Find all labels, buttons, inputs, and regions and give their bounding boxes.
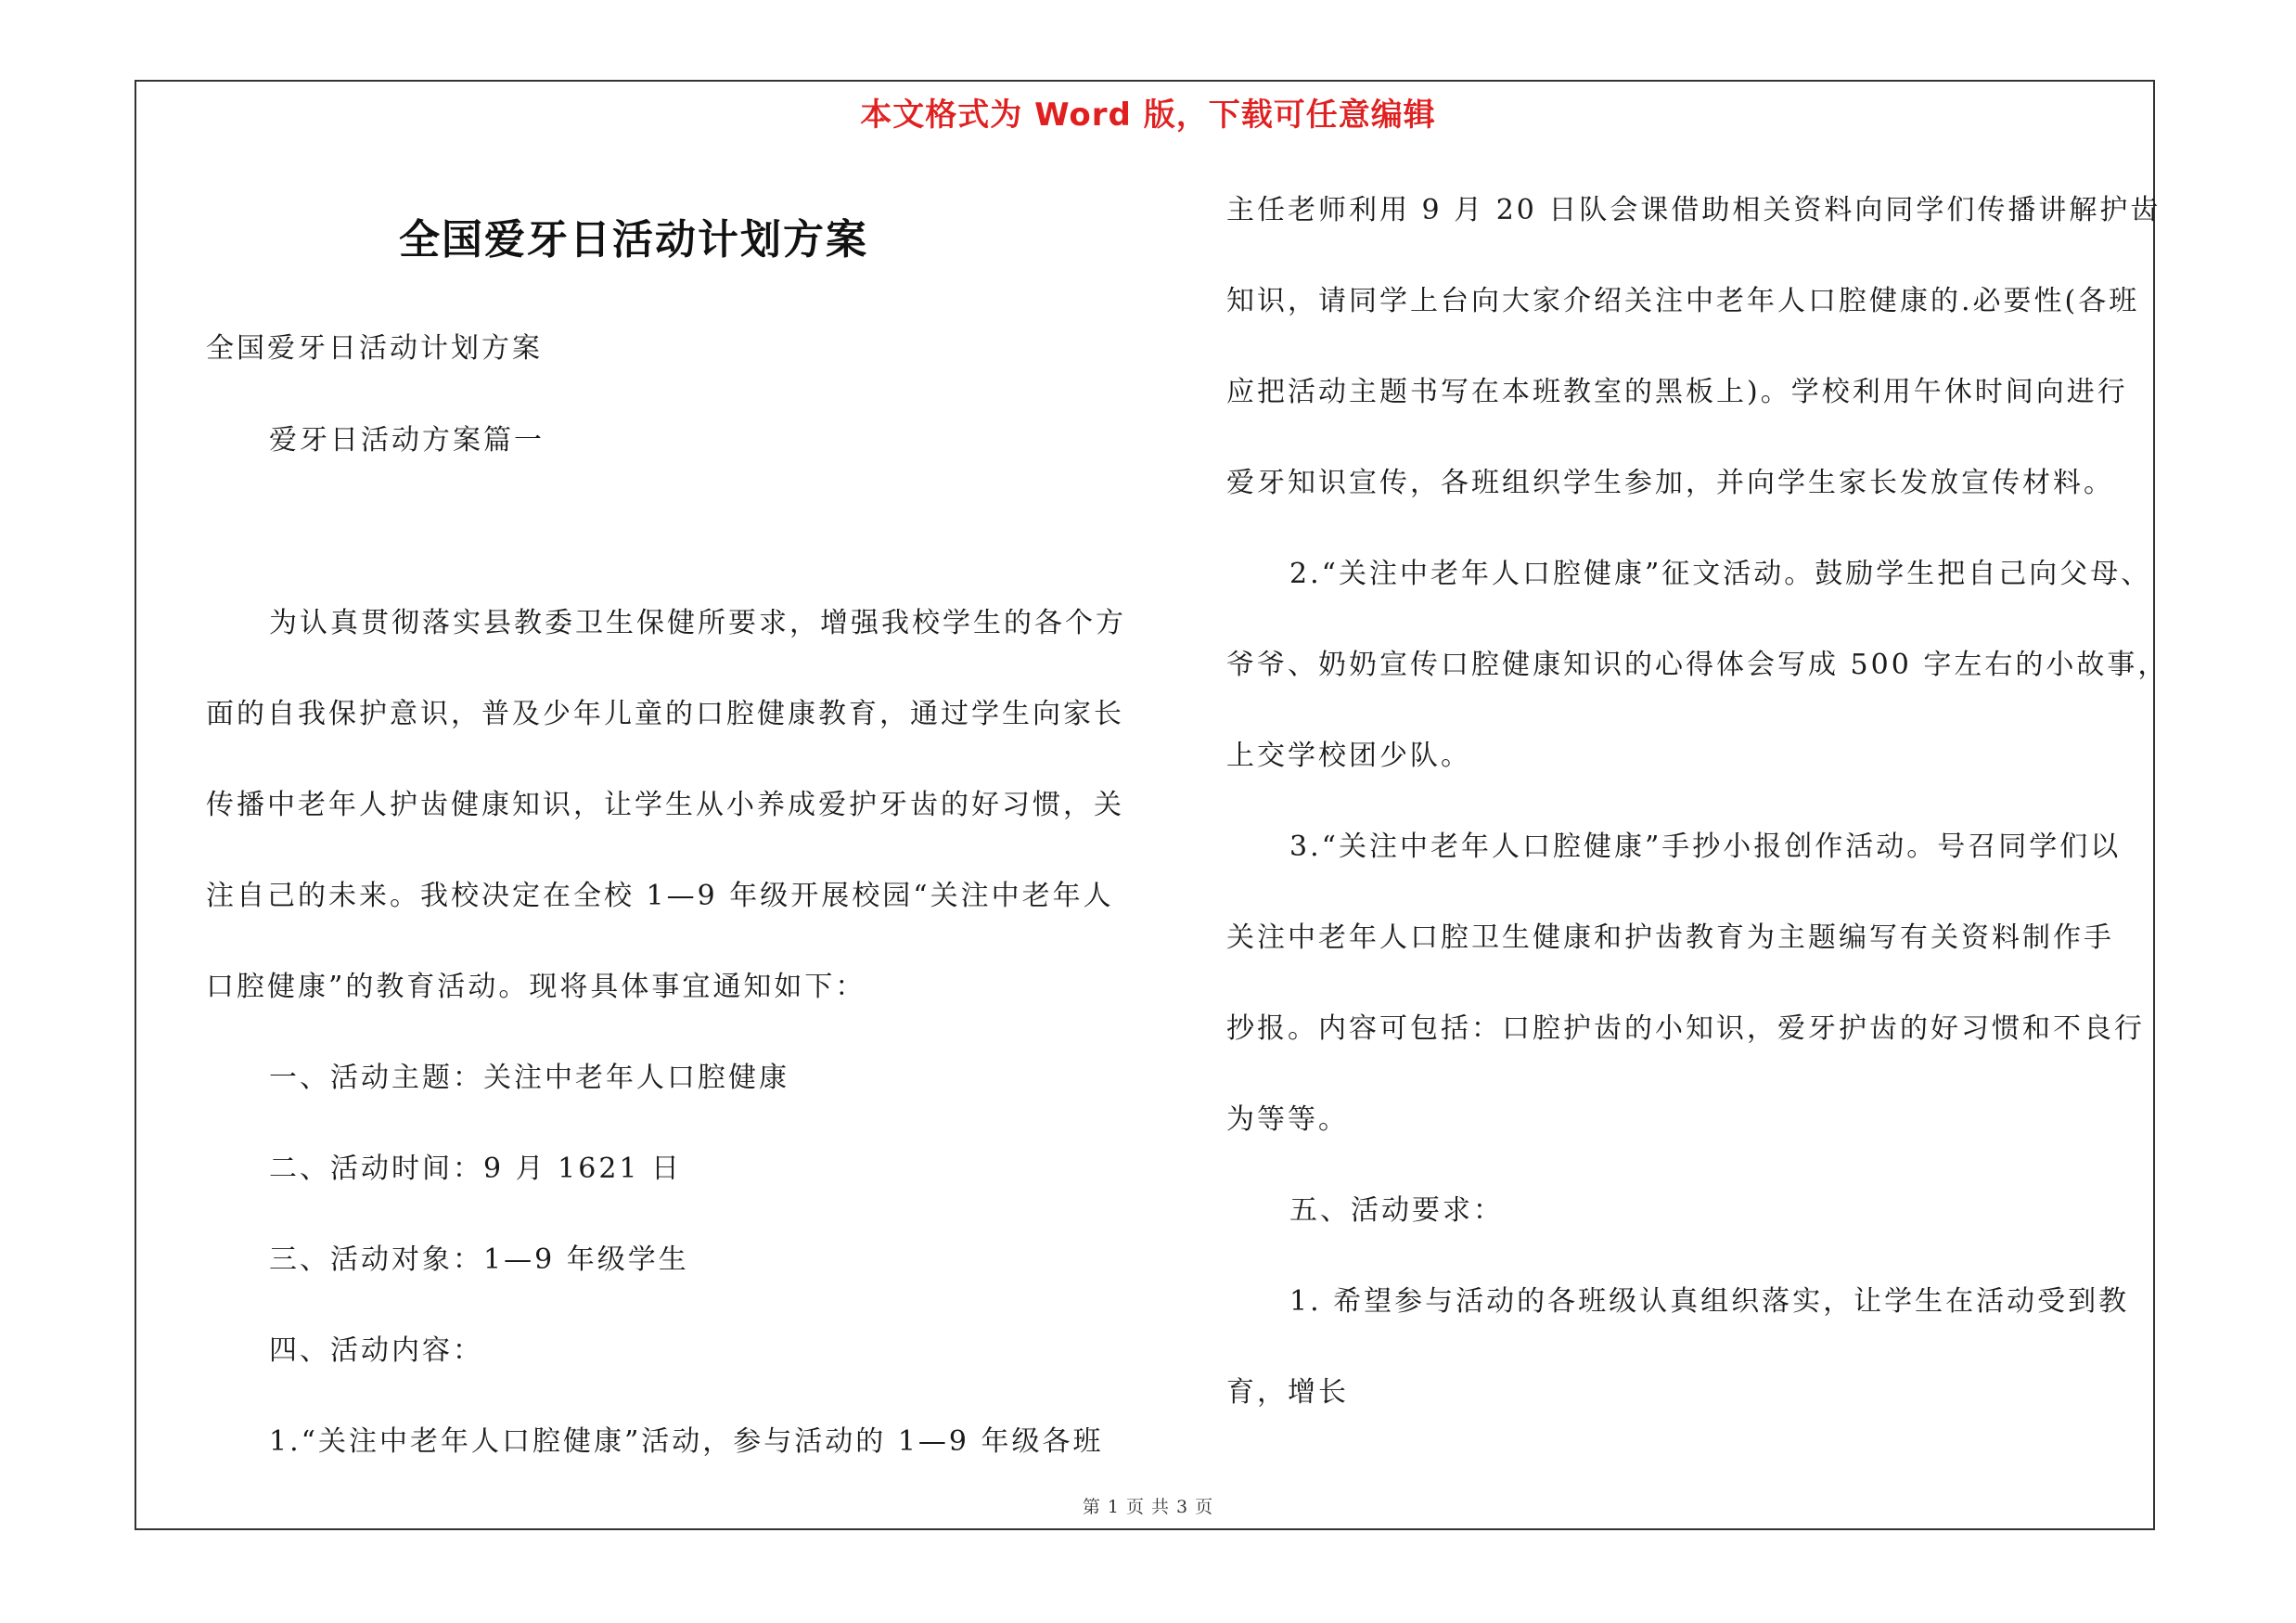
paragraph-line: 1.“关注中老年人口腔健康”活动，参与活动的 1—9 年级各班 [269,1425,1104,1458]
paragraph-line: 爱牙知识宣传，各班组织学生参加，并向学生家长发放宣传材料。 [1226,467,2114,499]
paragraph-line: 育，增长 [1226,1376,1349,1409]
section-heading: 五、活动要求： [1289,1194,1504,1227]
paragraph-line: 抄报。内容可包括：口腔护齿的小知识，爱牙护齿的好习惯和不良行 [1226,1012,2145,1045]
subtitle-line: 全国爱牙日活动计划方案 [206,332,543,365]
editable-format-banner: 本文格式为 Word 版，下载可任意编辑 [860,97,1436,134]
paragraph-line: 主任老师利用 9 月 20 日队会课借助相关资料向同学们传播讲解护齿 [1226,194,2161,226]
section-heading: 爱牙日活动方案篇一 [269,424,545,457]
list-item: 一、活动主题：关注中老年人口腔健康 [269,1062,789,1094]
paragraph-line: 面的自我保护意识，普及少年儿童的口腔健康教育，通过学生向家长 [206,698,1124,730]
paragraph-line: 爷爷、奶奶宣传口腔健康知识的心得体会写成 500 字左右的小故事， [1226,649,2169,681]
paragraph-line: 1. 希望参与活动的各班级认真组织落实，让学生在活动受到教 [1289,1285,2130,1318]
paragraph-line: 2.“关注中老年人口腔健康”征文活动。鼓励学生把自己向父母、 [1289,558,2152,590]
paragraph-line: 知识，请同学上台向大家介绍关注中老年人口腔健康的.必要性(各班 [1226,285,2140,317]
paragraph-line: 为认真贯彻落实县教委卫生保健所要求，增强我校学生的各个方 [269,607,1126,639]
paragraph-line: 3.“关注中老年人口腔健康”手抄小报创作活动。号召同学们以 [1289,831,2122,863]
paragraph-line: 口腔健康”的教育活动。现将具体事宜通知如下： [206,971,866,1003]
list-item: 二、活动时间：9 月 1621 日 [269,1153,683,1185]
list-item: 三、活动对象：1—9 年级学生 [269,1243,689,1276]
paragraph-line: 上交学校团少队。 [1226,740,1471,772]
paragraph-line: 为等等。 [1226,1103,1349,1136]
page-number-footer: 第 1 页 共 3 页 [1082,1497,1214,1517]
paragraph-line: 传播中老年人护齿健康知识，让学生从小养成爱护牙齿的好习惯，关 [206,789,1124,821]
paragraph-line: 关注中老年人口腔卫生健康和护齿教育为主题编写有关资料制作手 [1226,921,2114,954]
document-title: 全国爱牙日活动计划方案 [399,216,868,264]
paragraph-line: 注自己的未来。我校决定在全校 1—9 年级开展校园“关注中老年人 [206,880,1114,912]
list-item: 四、活动内容： [269,1334,483,1367]
paragraph-line: 应把活动主题书写在本班教室的黑板上)。学校利用午休时间向进行 [1226,376,2128,408]
